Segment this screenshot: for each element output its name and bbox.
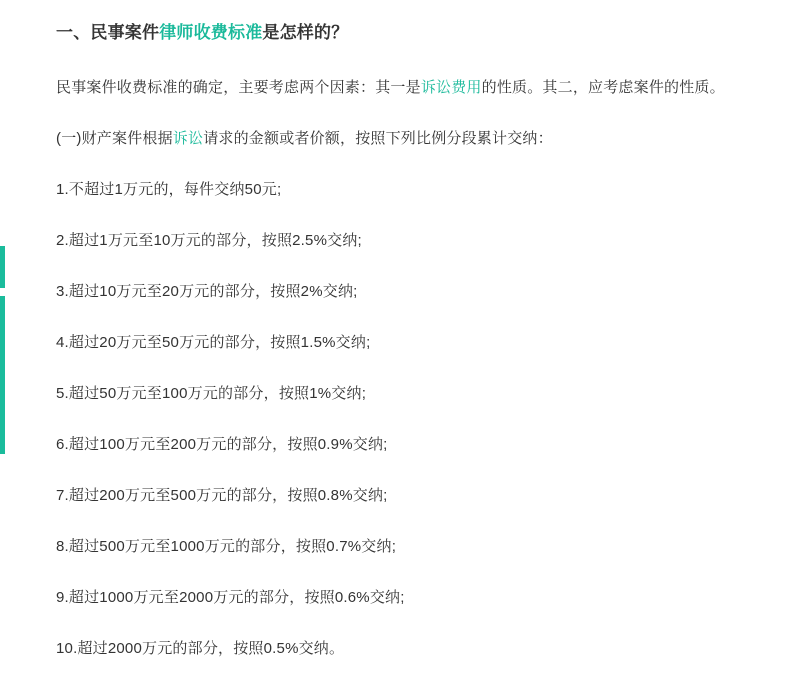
spacer [56, 304, 759, 331]
section-a-text-after: 请求的金额或者价额，按照下列比例分段累计交纳： [203, 130, 553, 147]
intro-paragraph [56, 76, 759, 100]
spacer [56, 508, 759, 535]
list-item: 2.超过1万元至10万元的部分，按照2.5%交纳; [56, 232, 362, 249]
section-a-text-before: (一)财产案件根据 [56, 130, 173, 147]
list-item: 10.超过2000万元的部分，按照0.5%交纳。 [56, 640, 345, 657]
intro-link-litigation-fee[interactable]: 诉讼费用 [420, 79, 482, 96]
intro-text-before: 民事案件收费标准的确定，主要考虑两个因素：其一是 [56, 79, 421, 96]
spacer [56, 610, 759, 637]
list-item: 1.不超过1万元的，每件交纳50元; [56, 181, 282, 198]
spacer [56, 202, 759, 229]
list-item: 3.超过10万元至20万元的部分，按照2%交纳; [56, 283, 358, 300]
page-title-highlight: 律师收费标准 [159, 23, 263, 42]
intro-text-after: 的性质。其二，应考虑案件的性质。 [481, 79, 725, 96]
spacer [56, 100, 759, 127]
list-item: 8.超过500万元至1000万元的部分，按照0.7%交纳; [56, 538, 397, 555]
spacer [56, 151, 759, 178]
list-item: 6.超过100万元至200万元的部分，按照0.9%交纳; [56, 436, 388, 453]
page-title-prefix: 一、民事案件 [56, 23, 160, 42]
spacer [56, 406, 759, 433]
page-title-suffix: 是怎样的？ [262, 23, 349, 42]
spacer [56, 253, 759, 280]
page-title [56, 18, 759, 48]
list-item: 9.超过1000万元至2000万元的部分，按照0.6%交纳; [56, 589, 405, 606]
section-a-link-litigation[interactable]: 诉讼 [172, 130, 204, 147]
spacer [56, 48, 759, 76]
spacer [56, 559, 759, 586]
list-item: 4.超过20万元至50万元的部分，按照1.5%交纳; [56, 334, 371, 351]
spacer [56, 355, 759, 382]
spacer [56, 457, 759, 484]
list-item: 5.超过50万元至100万元的部分，按照1%交纳; [56, 385, 367, 402]
list-item: 7.超过200万元至500万元的部分，按照0.8%交纳; [56, 487, 388, 504]
section-a-paragraph [56, 127, 759, 151]
